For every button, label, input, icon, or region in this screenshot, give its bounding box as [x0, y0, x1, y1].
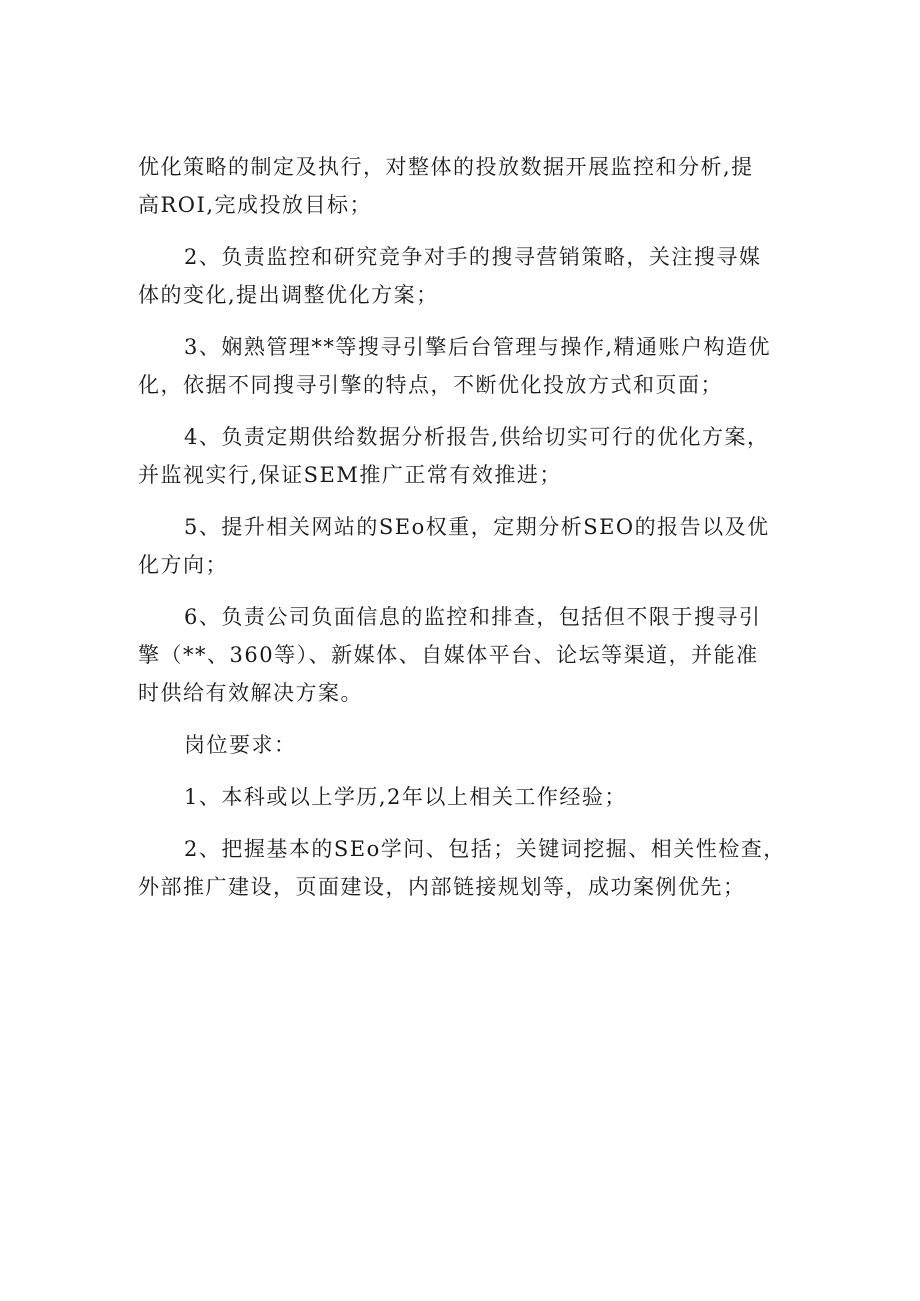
- paragraph-line: 5、提升相关网站的SEo权重，定期分析SEO的报告以及优: [184, 515, 770, 539]
- paragraph-item-4: [138, 418, 788, 494]
- paragraph-line: 并监视实行,保证SEM推广正常有效推进；: [138, 463, 562, 487]
- requirement-item-2: [138, 830, 788, 906]
- paragraph-line: 时供给有效解决方案。: [138, 681, 363, 705]
- section-heading-requirements: [138, 726, 788, 764]
- paragraph-item-3: [138, 328, 788, 404]
- paragraph-item-5: [138, 508, 788, 584]
- paragraph-line: 化，依据不同搜寻引擎的特点，不断优化投放方式和页面；: [138, 373, 723, 397]
- paragraph-line: 高ROI,完成投放目标；: [138, 193, 372, 217]
- paragraph-item-2: [138, 238, 788, 314]
- section-heading: 岗位要求：: [184, 733, 297, 757]
- paragraph-line: 3、娴熟管理**等搜寻引擎后台管理与操作,精通账户构造优: [184, 335, 772, 359]
- paragraph-intro: [138, 148, 788, 224]
- paragraph-line: 4、负责定期供给数据分析报告,供给切实可行的优化方案，: [184, 425, 770, 449]
- paragraph-line: 2、把握基本的SEo学问、包括；关键词挖掘、相关性检查，: [184, 837, 786, 861]
- paragraph-line: 体的变化,提出调整优化方案；: [138, 283, 439, 307]
- document-body: [138, 148, 788, 920]
- paragraph-line: 化方向；: [138, 553, 228, 577]
- paragraph-line: 6、负责公司负面信息的监控和排查，包括但不限于搜寻引: [184, 605, 762, 629]
- paragraph-line: 外部推广建设，页面建设，内部链接规划等，成功案例优先；: [138, 875, 746, 899]
- requirement-item-1: [138, 778, 788, 816]
- paragraph-line: 优化策略的制定及执行，对整体的投放数据开展监控和分析,提: [138, 155, 754, 179]
- paragraph-line: 擎（**、360等）、新媒体、自媒体平台、论坛等渠道，并能准: [138, 643, 759, 667]
- paragraph-line: 2、负责监控和研究竞争对手的搜寻营销策略，关注搜寻媒: [184, 245, 762, 269]
- paragraph-line: 1、本科或以上学历,2年以上相关工作经验；: [184, 785, 627, 809]
- paragraph-item-6: [138, 598, 788, 712]
